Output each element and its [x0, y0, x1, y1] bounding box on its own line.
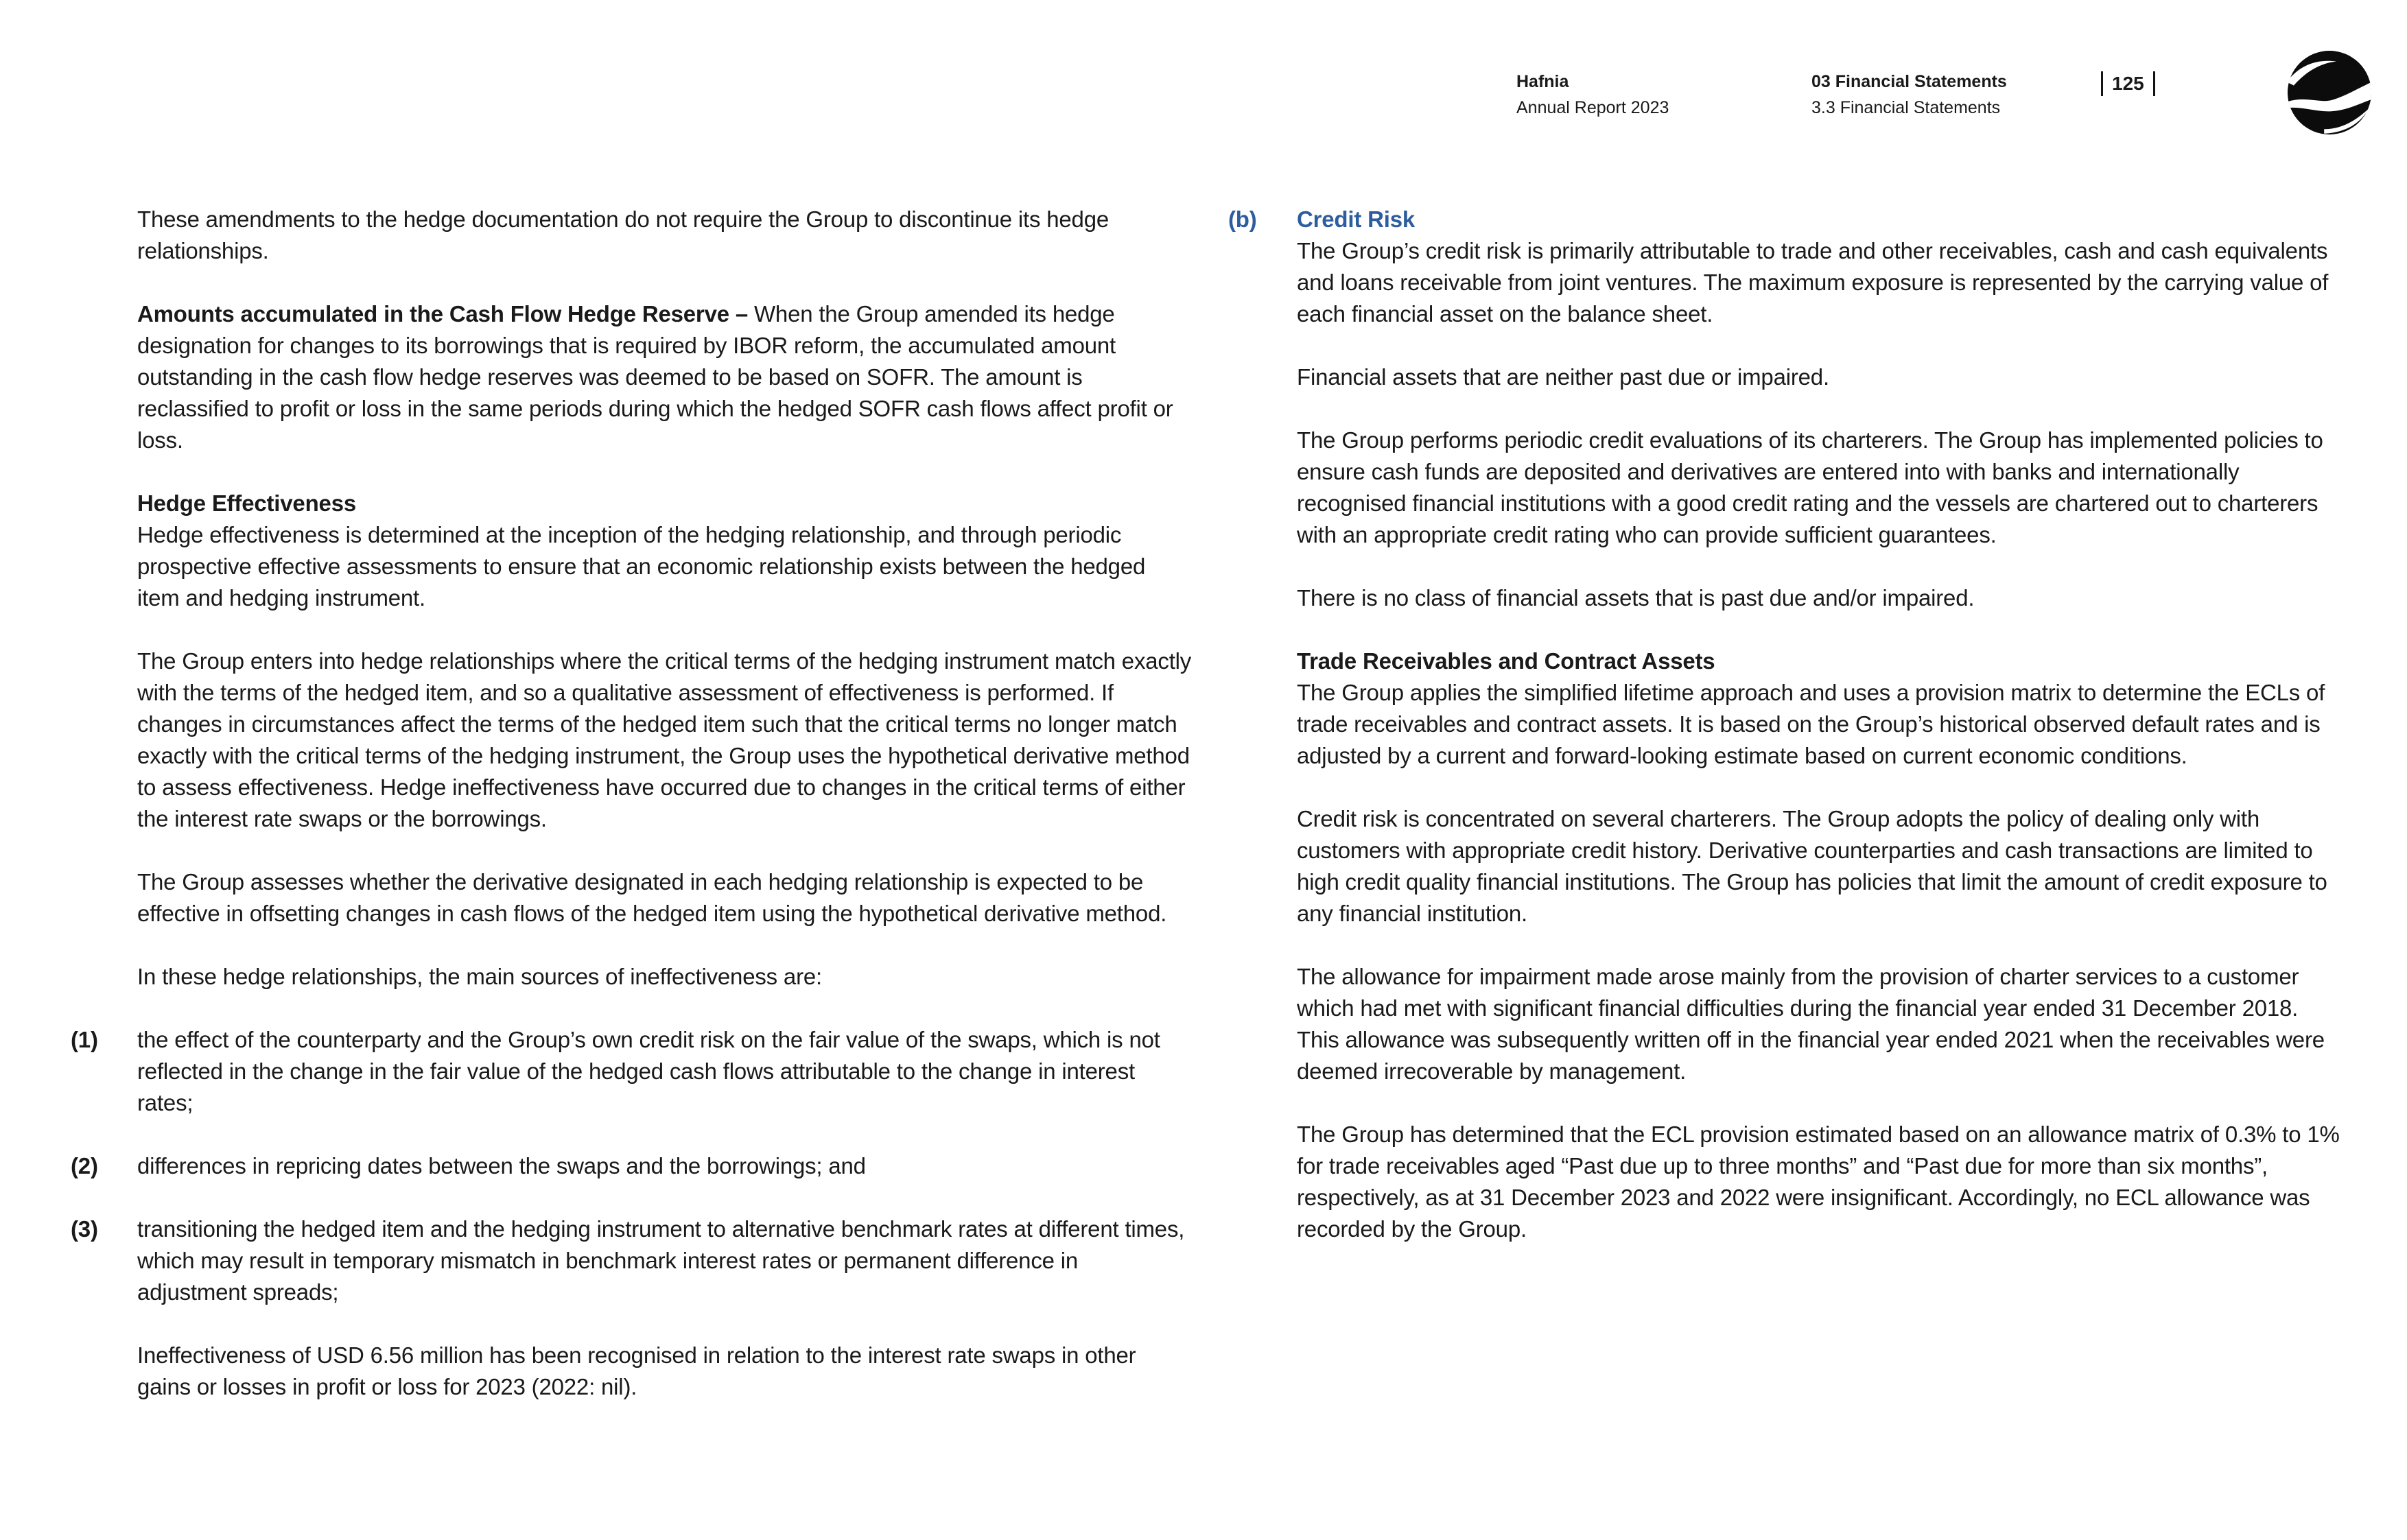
right-column: [1228, 204, 2343, 1277]
paragraph: [137, 1340, 1193, 1403]
paragraph: [1297, 362, 2343, 393]
list-item: [71, 1150, 1193, 1182]
list-marker: (3): [71, 1216, 98, 1242]
paragraph-text: Ineffectiveness of USD 6.56 million has been recognised in relation to the interest rate swaps in other gains or losses in profit or loss for 2023 (2022: nil).: [137, 1342, 1136, 1399]
paragraph-text: In these hedge relationships, the main sources of ineffectiveness are:: [137, 964, 822, 989]
paragraph: [137, 866, 1193, 929]
paragraph-text: Credit risk is concentrated on several charterers. The Group adopts the policy of dealing only with customers with appropriate credit history. Derivative counterparties and cash transactions are limited to high credit quality financial institutions. The Group has policies that limit the amount of credit exposure to any financial institution.: [1297, 806, 2327, 926]
paragraph-text: Financial assets that are neither past due or impaired.: [1297, 364, 1829, 390]
paragraph-text: There is no class of financial assets that is past due and/or impaired.: [1297, 585, 1975, 611]
list-item: [71, 1024, 1193, 1119]
section-marker: (b): [1228, 206, 1257, 232]
hafnia-logo-icon: [2285, 48, 2374, 137]
subheading: Trade Receivables and Contract Assets: [1297, 648, 1715, 674]
paragraph: [1297, 803, 2343, 929]
header-brand: [1516, 69, 1669, 121]
header-section: [1811, 69, 2007, 121]
page-number-bar-right: [2153, 71, 2155, 96]
paragraph-text: When the Group amended its hedge designation for changes to its borrowings that is required by IBOR reform, the accumulated amount outstanding in the cash flow hedge reserves was deemed to be based on SOFR. The amount is reclassified to profit or loss in the same periods during which the hedged SOFR cash flows affect profit or loss.: [137, 301, 1173, 453]
bold-lead: Amounts accumulated in the Cash Flow Hedge Reserve –: [137, 301, 754, 327]
paragraph-text: The allowance for impairment made arose mainly from the provision of charter services to a customer which had met with significant financial difficulties during the financial year ended 31 December 2018. This allowance was subsequently written off in the financial year ended 2021 when the receivables were deemed irrecoverable by management.: [1297, 964, 2325, 1084]
section-title: 03 Financial Statements: [1811, 72, 2007, 91]
paragraph: [1297, 961, 2343, 1087]
paragraph-text: The Group performs periodic credit evaluations of its charterers. The Group has implemented policies to ensure cash funds are deposited and derivatives are entered into with banks and internationally recognised financial institutions with a good credit rating and the vessels are chartered out to charterers with an appropriate credit rating who can provide sufficient guarantees.: [1297, 427, 2323, 547]
paragraph: [1297, 1119, 2343, 1245]
paragraph: [137, 961, 1193, 993]
section-heading-row: [1228, 204, 2343, 235]
paragraph: [137, 645, 1193, 835]
paragraph-text: These amendments to the hedge documentation do not require the Group to discontinue its hedge relationships.: [137, 206, 1109, 263]
subheading: Hedge Effectiveness: [137, 490, 356, 516]
paragraph-text: The Group’s credit risk is primarily attributable to trade and other receivables, cash and cash equivalents and loans receivable from joint ventures. The maximum exposure is represented by the carrying value of each financial asset on the balance sheet.: [1297, 238, 2329, 327]
paragraph: [1297, 645, 2343, 772]
section-subtitle: 3.3 Financial Statements: [1811, 98, 2001, 117]
page-number-bar-left: [2101, 71, 2103, 96]
paragraph: [1297, 425, 2343, 551]
paragraph-text: The Group assesses whether the derivative designated in each hedging relationship is expected to be effective in offsetting changes in cash flows of the hedged item using the hypothetical derivative method.: [137, 869, 1167, 926]
paragraph: [137, 488, 1193, 614]
paragraph: [1297, 235, 2343, 330]
brand-subtitle: Annual Report 2023: [1516, 98, 1669, 117]
list-item-text: differences in repricing dates between the swaps and the borrowings; and: [137, 1153, 866, 1178]
list-item-text: the effect of the counterparty and the Group’s own credit risk on the fair value of the swaps, which is not reflected in the change in the fair value of the hedged cash flows attributable to the change in interest rates;: [137, 1027, 1160, 1115]
list-marker: (2): [71, 1153, 98, 1178]
left-column: [71, 204, 1193, 1434]
paragraph-text: The Group applies the simplified lifetime approach and uses a provision matrix to determine the ECLs of trade receivables and contract assets. It is based on the Group’s historical observed default rates and is adjusted by a current and forward-looking estimate based on current economic conditions.: [1297, 680, 2325, 768]
paragraph: [1297, 582, 2343, 614]
paragraph: [137, 298, 1193, 456]
page-number: [2101, 71, 2155, 96]
list-item-text: transitioning the hedged item and the hedging instrument to alternative benchmark rates at different times, which may result in temporary mismatch in benchmark interest rates or permanent difference in adjustment spreads;: [137, 1216, 1185, 1305]
list-marker: (1): [71, 1027, 98, 1052]
brand-name: Hafnia: [1516, 72, 1569, 91]
paragraph-text: The Group has determined that the ECL provision estimated based on an allowance matrix of 0.3% to 1% for trade receivables aged “Past due up to three months” and “Past due for more than six months”, respectively, as at 31 December 2023 and 2022 were insignificant. Accordingly, no ECL allowance was recorded by the Group.: [1297, 1122, 2340, 1242]
paragraph: [137, 204, 1193, 267]
page-number-value: 125: [2112, 73, 2144, 94]
section-heading: Credit Risk: [1297, 206, 1416, 232]
list-item: [71, 1213, 1193, 1308]
paragraph-text: The Group enters into hedge relationships where the critical terms of the hedging instrument match exactly with the terms of the hedged item, and so a qualitative assessment of effectiveness is performed. If changes in circumstances affect the terms of the hedged item such that the critical terms no longer match exactly with the critical terms of the hedging instrument, the Group uses the hypothetical derivative method to assess effectiveness. Hedge ineffectiveness have occurred due to changes in the critical terms of either the interest rate swaps or the borrowings.: [137, 648, 1192, 831]
paragraph-text: Hedge effectiveness is determined at the inception of the hedging relationship, and through periodic prospective effective assessments to ensure that an economic relationship exists between the hedged item and hedging instrument.: [137, 522, 1146, 611]
